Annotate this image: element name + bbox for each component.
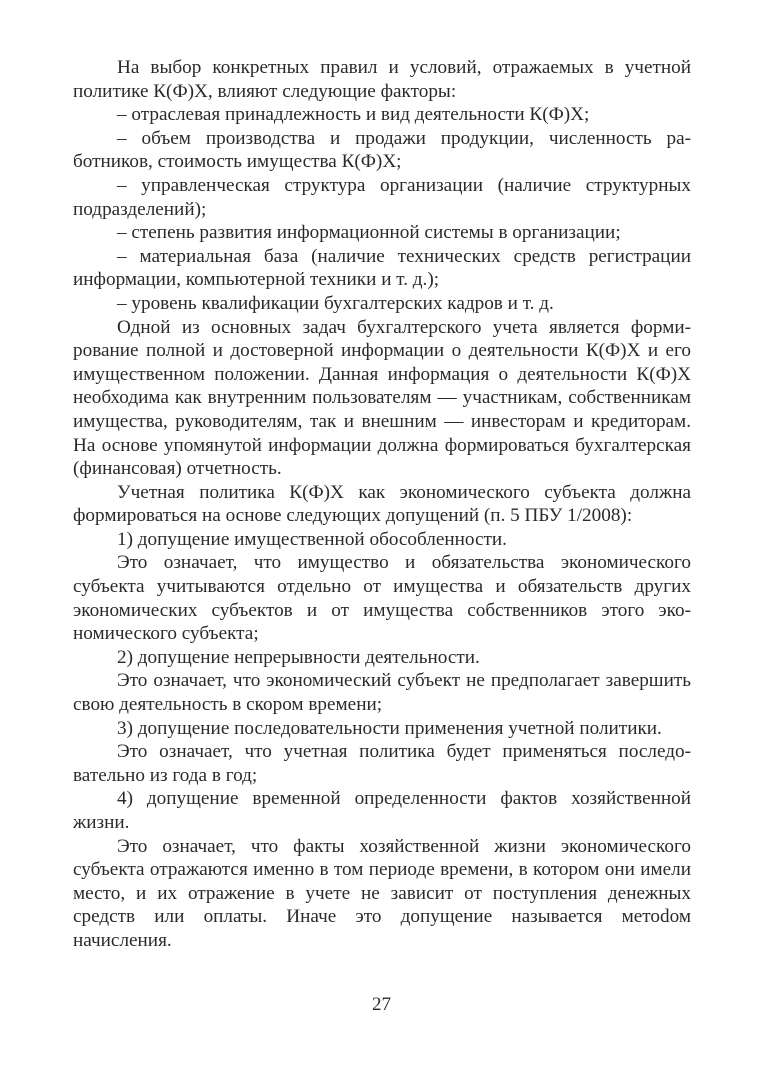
factor-management-structure: – управленческая структура организации (наличие структурных подразделений);	[73, 174, 691, 220]
paragraph-intro: На выбор конкретных правил и условий, отражаемых в учетной политике К(Ф)Х, влияют следующие факторы:	[73, 57, 691, 102]
factor-industry: – отраслевая принадлежность и вид деятельности К(Ф)Х;	[117, 104, 590, 126]
factor-material-base: – материальная база (наличие технических средств регистрации информации, компьютерной техники и т. д.);	[73, 245, 691, 291]
assumption-4-explanation: Это означает, что факты хозяйственной жизни экономического субъекта отражаются именно в том периоде времени, в котором они имели место, и их отражение в учете не зависит от поступления денежных средств или оплаты. Иначе это допущение называется метоdом начисления.	[73, 835, 691, 951]
page-number: 27	[372, 994, 391, 1015]
factor-staff-qualification: – уровень квалификации бухгалтерских кадров и т. д.	[117, 292, 554, 314]
assumption-1-title: 1) допущение имущественной обособленности.	[117, 528, 507, 550]
paragraph-accounting-task: Одной из основных задач бухгалтерского учета является формирование полной и достоверной информации о деятельности К(Ф)Х и его имущественном положении. Данная информация о деятельности К(Ф)Х необходима как внутренним пользователям — участникам, собственникам имущества, руководителям, так и внешним — инвесторам и кредиторам. На основе упомянутой информации должна формироваться бухгалтерская (финансовая) отчетность.	[73, 316, 691, 480]
factor-production-volume: – объем производства и продажи продукции, численность работников, стоимость имущества К(Ф)Х;	[73, 127, 691, 173]
body-text	[73, 56, 691, 953]
paragraph-assumptions-intro: Учетная политика К(Ф)Х как экономического субъекта должна формироваться на основе следующих допущений (п. 5 ПБУ 1/2008):	[73, 481, 691, 527]
assumption-3-title: 3) допущение последовательности применения учетной политики.	[117, 717, 662, 739]
factor-information-system: – степень развития информационной системы в организации;	[117, 222, 621, 244]
assumption-2-explanation: Это означает, что экономический субъект не предполагает завершить свою деятельность в скором времени;	[73, 670, 691, 716]
assumption-2-title: 2) допущение непрерывности деятельности.	[117, 646, 480, 668]
assumption-1-explanation: Это означает, что имущество и обязательства экономического субъекта учитываются отдельно от имущества и обязательств других экономических субъектов и от имущества собственников этого экономического субъекта;	[73, 552, 691, 645]
assumption-3-explanation: Это означает, что учетная политика будет применяться последовательно из года в год;	[73, 741, 691, 786]
assumption-4-title: 4) допущение временной определенности фактов хозяйственной жизни.	[73, 788, 691, 833]
